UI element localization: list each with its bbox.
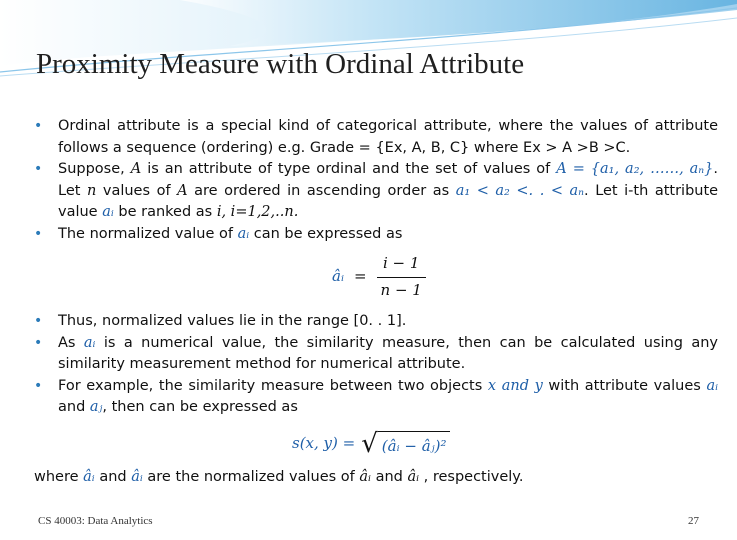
math-order: a₁ < a₂ <. . < aₙ [455,182,585,199]
bullet-range [34,311,718,333]
radical-sign: √ [361,428,378,459]
text-fragment: and [58,399,86,415]
text-fragment: Suppose, [58,161,125,177]
math-var: aᵢ [83,334,96,351]
square-root [361,427,450,461]
text-fragment: are the normalized values of [147,468,355,485]
math-var: n [86,182,97,199]
sim-lhs: s(x, y) = [292,433,356,452]
math-var: âᵢ [131,468,143,485]
text-fragment: can be expressed as [253,225,403,242]
math-var: aⱼ [89,399,103,415]
normalization-formula [34,245,718,311]
bullet-ordinal-definition [34,116,718,159]
text-fragment: with attribute values [548,377,701,394]
math-var: aᵢ [237,225,250,242]
text-fragment: is an attribute of type ordinal and the set of values of [147,161,551,177]
math-var: aᵢ [102,204,114,220]
formula-equals: = [353,267,367,286]
text-fragment: . Let i-th attribute value [58,182,719,220]
text-fragment: is a numerical value, the similarity measure, then can be calculated using any similarity measurement method for numerical attribute. [58,334,718,372]
math-var: âᵢ [359,468,371,485]
text-fragment: . Let [58,161,719,199]
bullet-text: Thus, normalized values lie in the range [0. . 1]. [58,313,407,329]
footer-course: CS 40003: Data Analytics [38,515,153,527]
math-objects: x and y [487,377,543,394]
text-fragment: and [375,468,403,485]
fraction-denominator: n − 1 [377,277,426,302]
math-var: âᵢ [407,468,420,485]
fraction-numerator: i − 1 [382,254,420,272]
math-var: aᵢ [706,377,719,394]
bullet-suppose [34,159,718,224]
bullet-numerical-value [34,333,718,376]
text-fragment: values of [102,182,171,199]
text-fragment: be ranked as [118,204,213,220]
math-var: âᵢ [83,468,95,485]
text-fragment: As [58,334,76,351]
text-fragment: , then can be expressed as [102,399,298,415]
bullet-example [34,376,718,419]
text-fragment: , respectively. [423,468,524,485]
bullet-normalized-value [34,224,718,246]
radicand: (âᵢ − âⱼ)² [378,431,451,461]
text-fragment: and [99,468,127,485]
text-fragment: where [34,468,79,485]
similarity-formula [34,419,718,467]
page-number: 27 [688,515,699,527]
math-var: A [130,161,142,177]
fraction [377,253,426,301]
math-rank: i, i=1,2,..n. [216,204,299,220]
math-var: A [177,182,188,199]
formula-lhs: âᵢ [332,267,344,286]
text-fragment: For example, the similarity measure between two objects [58,377,483,394]
where-line [34,467,718,489]
slide-content [34,116,718,488]
bullet-text: Ordinal attribute is a special kind of categorical attribute, where the values of attribute follows a sequence (ordering) e.g. Grade = {Ex, A, B, C} where Ex > A >B >C. [58,118,718,156]
math-set: A = {a₁, a₂, ……, aₙ} [556,161,714,177]
slide-title: Proximity Measure with Ordinal Attribute [36,48,525,80]
text-fragment: are ordered in ascending order as [194,182,450,199]
text-fragment: The normalized value of [58,225,233,242]
